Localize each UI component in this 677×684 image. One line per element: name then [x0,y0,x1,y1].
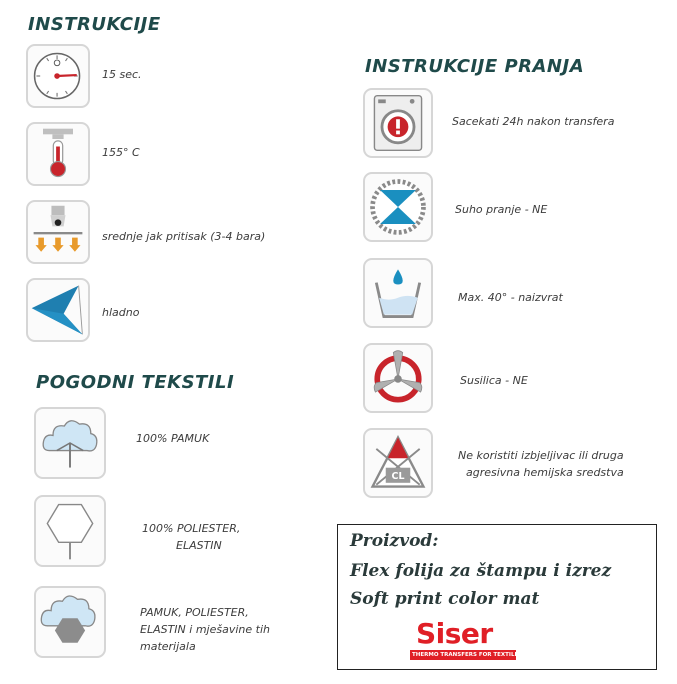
textile-polyester-label-1: 100% POLIESTER, [142,522,241,535]
wash-dryer-label: Susilica - NE [460,374,528,387]
textile-blend-label-2: ELASTIN i mješavine tih [140,623,270,636]
siser-logo [410,617,523,663]
wash-bleach-label-2: agresivna hemijska sredstva [466,466,624,479]
heading-instrukcije-pranja: INSTRUKCIJE PRANJA [365,56,585,77]
polyester-icon [34,495,106,567]
textile-polyester-label-2: ELASTIN [176,539,222,552]
siser-logo-tagline: THERMO TRANSFERS FOR TEXTILES [412,652,523,658]
cotton-icon [34,407,106,479]
timer-icon [26,44,90,108]
textile-blend-label-3: materijala [140,640,196,653]
blend-icon [34,586,106,658]
wash-wait-label: Sacekati 24h nakon transfera [452,115,615,128]
instruction-temp-label: 155° C [102,146,140,159]
washing-machine-icon [363,88,433,158]
wash-temp-label: Max. 40° - naizvrat [458,291,563,304]
no-bleach-icon [363,428,433,498]
cold-peel-icon [26,278,90,342]
wash-dry-clean-label: Suho pranje - NE [455,203,548,216]
wash-bleach-label-1: Ne koristiti izbjeljivac ili druga [458,449,624,462]
press-icon [26,200,90,264]
product-box [337,524,657,670]
dry-clean-icon [363,172,433,242]
svg-text:CL: CL [391,471,405,483]
textile-cotton-label: 100% PAMUK [136,432,210,445]
instruction-cold-label: hladno [102,306,140,319]
textile-blend-label-1: PAMUK, POLIESTER, [140,606,249,619]
wash-temp-icon [363,258,433,328]
instruction-pressure-label: srednje jak pritisak (3-4 bara) [102,230,266,243]
heading-instrukcije: INSTRUKCIJE [28,14,161,35]
siser-logo-text: Siser [416,617,493,650]
product-line-1: Flex folija za štampu i izrez [350,561,612,581]
thermometer-icon [26,122,90,186]
product-line-2: Soft print color mat [350,589,540,609]
instruction-time-label: 15 sec. [102,68,142,81]
product-title: Proizvod: [350,531,439,551]
dryer-icon [363,343,433,413]
heading-pogodni-tekstili: POGODNI TEKSTILI [36,372,235,393]
